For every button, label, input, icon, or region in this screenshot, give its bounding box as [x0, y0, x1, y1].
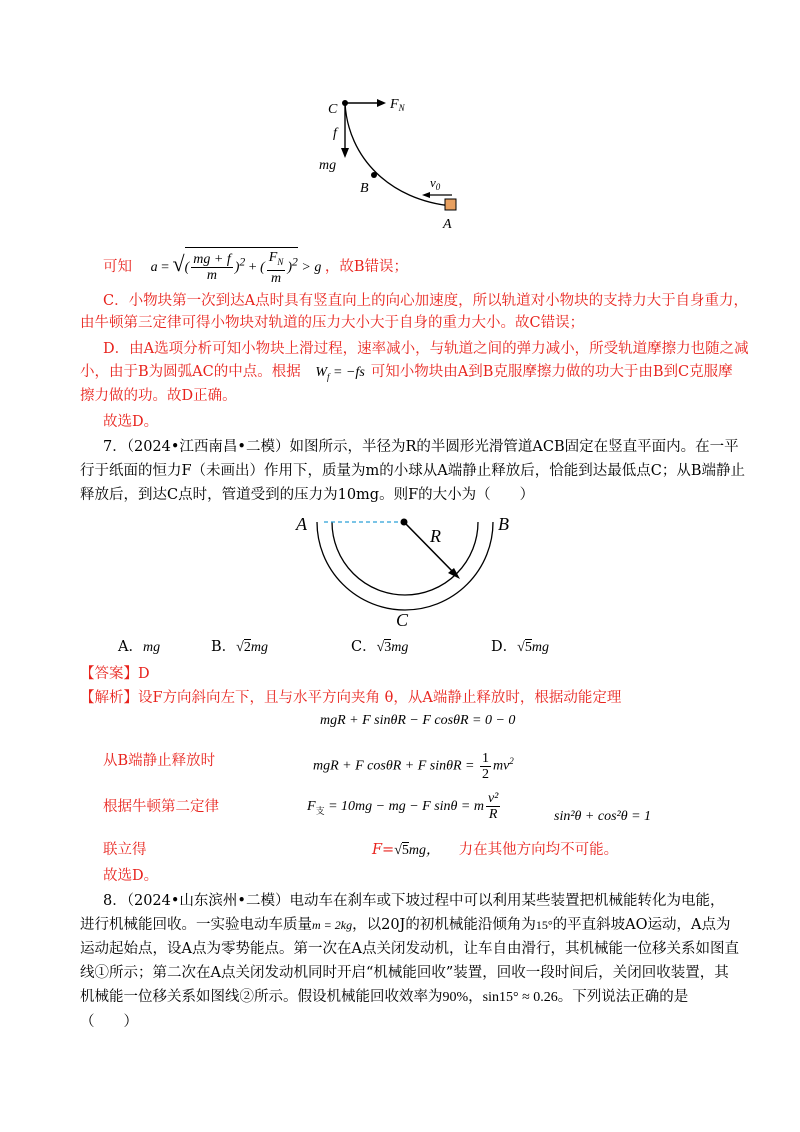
mg-arrow-icon	[341, 148, 349, 158]
q7-choose: 故选D。	[103, 868, 159, 884]
newton2-label: 根据牛顿第二定律	[103, 799, 219, 815]
q6-c-line2: 由牛顿第三定律可得小物块对轨道的压力大小大于自身的重力大小。故C错误；	[80, 315, 585, 331]
known-suffix: ，故B错误；	[324, 259, 408, 275]
label-a: A	[443, 217, 452, 232]
fig2-label-r: R	[430, 526, 441, 546]
analysis-line: 【解析】设F方向斜向左下，且与水平方向夹角 θ，从A端静止释放时，根据动能定理	[80, 690, 622, 706]
fn-arrow-icon	[377, 99, 386, 107]
label-c: C	[328, 102, 338, 117]
q6-d-line3: 擦力做的功。故D正确。	[80, 388, 237, 404]
option-c[interactable]: C．√3mg	[351, 639, 409, 655]
q7-line2: 行于纸面的恒力F（未画出）作用下，质量为m的小球从A端静止释放后，恰能到达最低点C；从B端静止	[80, 463, 746, 479]
q8-line1: 8．（2024•山东滨州•二模）电动车在刹车或下坡过程中可以利用某些装置把机械能转化为电能，	[103, 893, 725, 909]
point-b	[371, 172, 377, 178]
tube-inner	[332, 522, 478, 595]
formula-a: a = √( $\frac{mg + f}{m}$ )$^2$ + ( $\frac{F_N}{m}$ )$^2$ > g	[151, 260, 325, 275]
q6-d-line2: 小，由于B为圆弧AC的中点。根据 $W_f = -fs$ 可知小物块由A到B克服摩擦力做的功大于由B到C克服摩	[80, 364, 733, 382]
known-line	[103, 246, 408, 286]
fig2-label-b: B	[498, 514, 509, 534]
fig2-label-c: C	[396, 610, 409, 630]
figure-track-forces	[300, 88, 480, 233]
label-v0: $v_0$	[430, 175, 441, 192]
v0-arrow-icon	[422, 192, 430, 198]
q7-line1: 7．（2024•江西南昌•二模）如图所示，半径为R的半圆形光滑管道ACB固定在竖直平面内。在一平	[103, 439, 739, 455]
q6-d-line1: D．由A选项分析可知小物块上滑过程，速率减小，与轨道之间的弹力减小，所受轨道摩擦力也随之减	[103, 341, 749, 357]
fig2-label-a: A	[296, 514, 307, 534]
q8-line3: 运动起始点，设A点为零势能点。第一次在A点关闭发动机，让车自由滑行，其机械能一位移关系如图直	[80, 941, 739, 957]
eq1: mgR + F sinθR − F cosθR = 0 − 0	[320, 713, 516, 728]
option-b[interactable]: B．√2mg	[211, 639, 268, 655]
label-f: f	[333, 126, 337, 141]
option-a[interactable]: A．mg	[118, 639, 161, 655]
block	[445, 199, 456, 210]
eq2: mgR + F cosθR + F sinθR = $\frac{1}{2}$ $mv^2$	[313, 750, 514, 782]
q8-line6: （ ）	[80, 1014, 138, 1030]
tube-outer	[317, 522, 493, 610]
option-d[interactable]: D．√5mg	[491, 639, 549, 655]
q6-choose: 故选D。	[103, 414, 159, 430]
q8-line4: 线①所示；第二次在A点关闭发动机同时开启“机械能回收”装置，回收一段时间后，关闭回收装置，其	[80, 965, 729, 981]
label-mg: mg	[319, 158, 337, 173]
label-fn: $F_N$	[390, 97, 405, 113]
q8-line5: 机械能一位移关系如图线②所示。假设机械能回收效率为90%，sin15° ≈ 0.26。下列说法正确的是	[80, 989, 689, 1005]
eq4: sin²θ + cos²θ = 1	[554, 809, 652, 824]
combine-label: 联立得	[103, 842, 147, 858]
label-b: B	[360, 181, 369, 196]
q6-c-line1: C．小物块第一次到达A点时具有竖直向上的向心加速度，所以轨道对小物块的支持力大于自身重力，	[103, 293, 749, 309]
result-line: F=√5mg， 力在其他方向均不可能。	[372, 842, 619, 858]
figure-semicircle-tube	[290, 502, 520, 632]
eq3: $F_支 = 10mg$ − mg − F sinθ = m $\frac{\text{v²}}{R}$	[307, 791, 499, 823]
known-prefix: 可知	[103, 259, 132, 275]
answer-line: 【答案】D	[80, 666, 150, 682]
q8-line2: 进行机械能回收。一实验电动车质量m = 2kg，以20J的初机械能沿倾角为15°的平直斜坡AO运动，A点为	[80, 917, 731, 933]
q7-line3: 释放后，到达C点时，管道受到的压力为10mg。则F的大小为（ ）	[80, 487, 535, 503]
b-release-label: 从B端静止释放时	[103, 753, 216, 769]
